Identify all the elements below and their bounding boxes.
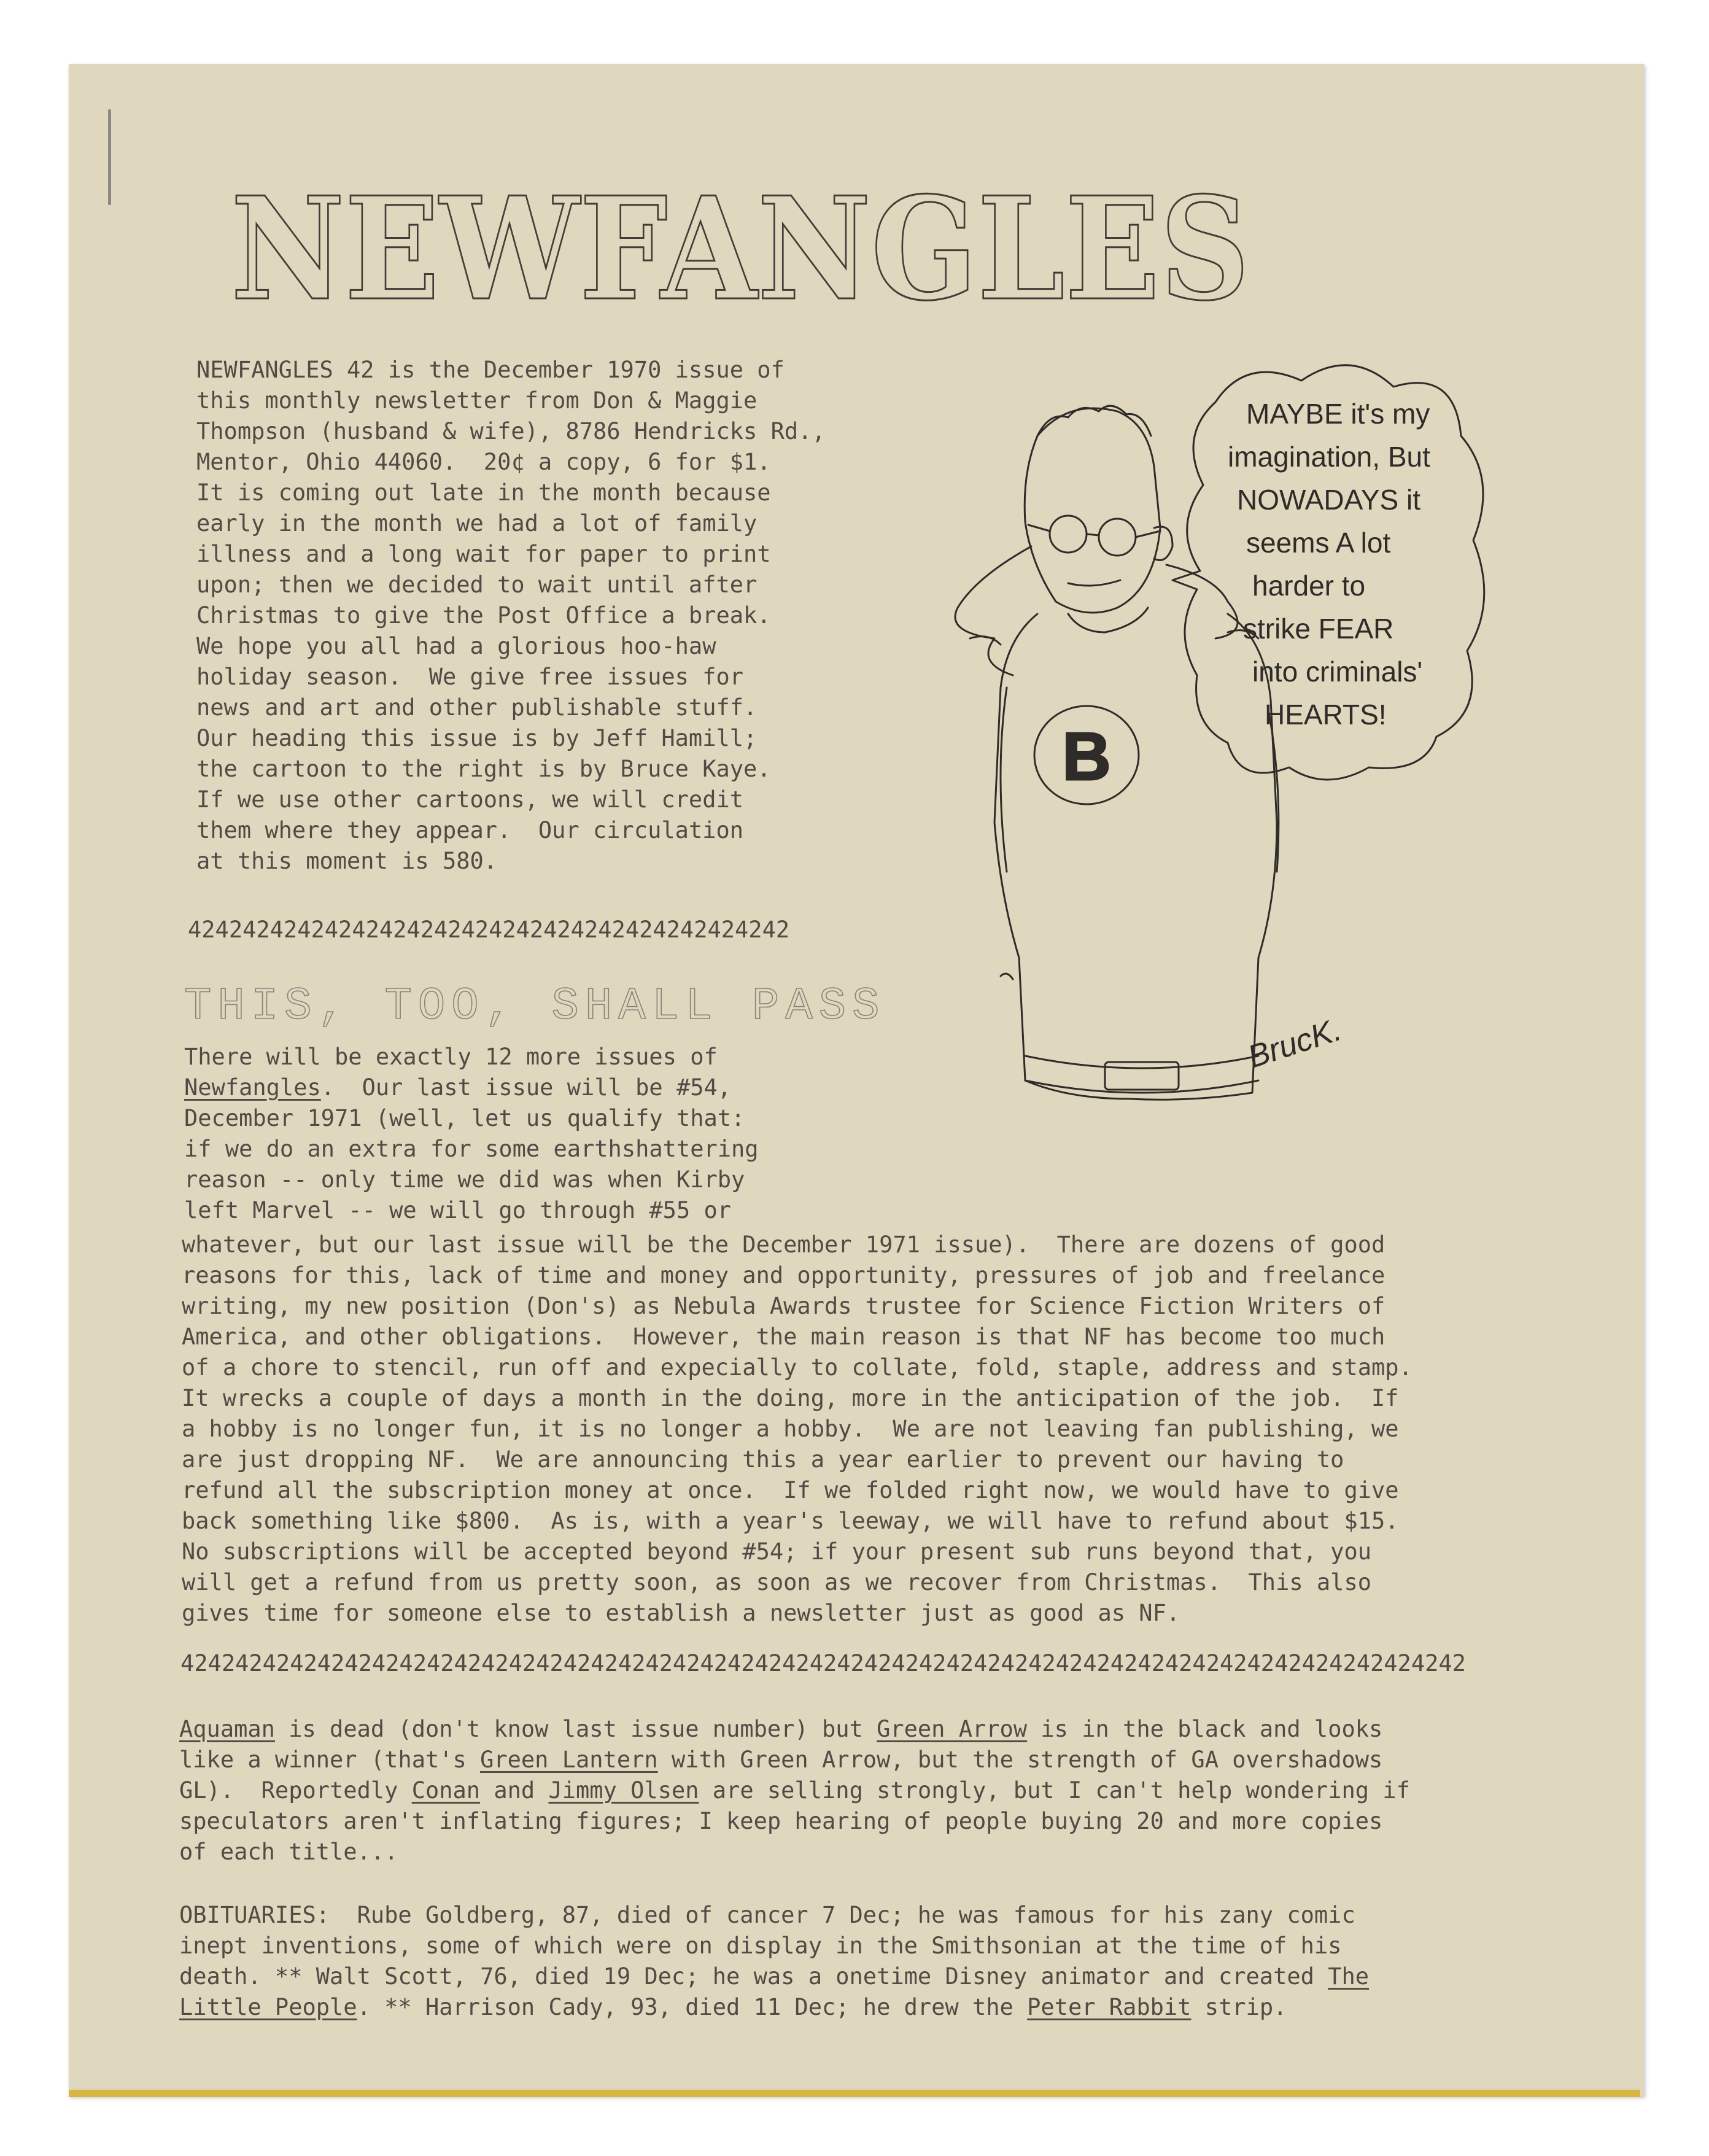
text-run: GL). Reportedly — [179, 1777, 412, 1804]
speech-bubble-line: imagination, But — [1228, 441, 1430, 473]
comics-news-line — [179, 1775, 1410, 1806]
section-narrow-paragraph — [184, 1042, 759, 1226]
section-line: No subscriptions will be accepted beyond #54; if your present sub runs beyond that, you — [182, 1538, 1372, 1565]
intro-line: Our heading this issue is by Jeff Hamill; — [196, 725, 758, 751]
text-run: and — [480, 1777, 549, 1804]
section-line: writing, my new position (Don's) as Nebula Awards trustee for Science Fiction Writers of — [182, 1293, 1385, 1319]
text-run: is dead (don't know last issue number) but — [274, 1716, 877, 1742]
intro-line: at this moment is 580. — [196, 848, 498, 874]
comics-news-paragraph — [179, 1714, 1410, 1867]
text-run: are selling strongly, but I can't help wondering if — [699, 1777, 1410, 1804]
text-run: is in the black and looks — [1027, 1716, 1383, 1742]
section-line: whatever, but our last issue will be the December 1971 issue). There are dozens of good — [182, 1231, 1385, 1258]
intro-line: If we use other cartoons, we will credit — [196, 786, 744, 813]
section-line — [184, 1195, 759, 1226]
section-line: It wrecks a couple of days a month in the doing, more in the anticipation of the job. If — [182, 1385, 1399, 1411]
section-line: of a chore to stencil, run off and expecially to collate, fold, staple, address and stamp. — [182, 1354, 1413, 1381]
underlined-title: Jimmy Olsen — [548, 1777, 699, 1804]
speech-bubble-line: strike FEAR — [1243, 613, 1394, 645]
text-run: speculators aren't inflating figures; I keep hearing of people buying 20 and more copies — [179, 1808, 1383, 1834]
text-run: left Marvel -- we will go through #55 or — [184, 1197, 732, 1223]
cartoon-illustration — [884, 344, 1559, 1203]
speech-bubble-line: HEARTS! — [1265, 699, 1387, 731]
speech-bubble-line: NOWADAYS it — [1237, 484, 1421, 516]
intro-paragraph — [196, 355, 826, 877]
section-line — [184, 1072, 759, 1103]
text-run: December 1971 (well, let us qualify that: — [184, 1105, 745, 1131]
section-line: refund all the subscription money at once. If we folded right now, we would have to give — [182, 1477, 1399, 1503]
comics-news-line — [179, 1806, 1410, 1837]
text-run: strip. — [1191, 1994, 1287, 2020]
text-run: reason -- only time we did was when Kirby — [184, 1166, 745, 1193]
underlined-title: Peter Rabbit — [1027, 1994, 1192, 2020]
comics-news-line — [179, 1837, 1410, 1867]
masthead-title — [219, 166, 1262, 332]
intro-line: the cartoon to the right is by Bruce Kaye. — [196, 756, 771, 782]
underlined-title: Little People — [179, 1994, 357, 2020]
text-run: of each title... — [179, 1839, 398, 1865]
artist-signature: BrucK. — [1243, 1012, 1346, 1076]
text-run: if we do an extra for some earthshattering — [184, 1136, 759, 1162]
obituaries-line — [179, 1931, 1369, 1961]
character-head — [1025, 408, 1160, 613]
underlined-title: Conan — [411, 1777, 481, 1804]
section-line: a hobby is no longer fun, it is no longer a hobby. We are not leaving fan publishing, we — [182, 1416, 1399, 1442]
intro-line: We hope you all had a glorious hoo-haw — [196, 633, 716, 659]
text-run: There will be exactly 12 more issues of — [184, 1044, 718, 1070]
obituaries-paragraph — [179, 1900, 1369, 2023]
intro-line: Christmas to give the Post Office a break. — [196, 602, 771, 629]
comics-news-line — [179, 1745, 1410, 1775]
text-run: . Our last issue will be #54, — [320, 1074, 732, 1101]
speech-bubble-line: seems A lot — [1246, 527, 1391, 559]
section-line — [184, 1134, 759, 1165]
intro-line: early in the month we had a lot of family — [196, 510, 758, 537]
underlined-title: Green Arrow — [877, 1716, 1028, 1742]
intro-line: NEWFANGLES 42 is the December 1970 issue of — [196, 357, 785, 383]
intro-line: illness and a long wait for paper to print — [196, 541, 771, 567]
section-line — [184, 1042, 759, 1072]
speech-bubble-line: harder to — [1252, 570, 1366, 602]
speech-bubble-line: MAYBE it's my — [1246, 398, 1430, 430]
text-run: . ** Harrison Cady, 93, died 11 Dec; he drew the — [357, 1994, 1028, 2020]
underlined-title: The — [1328, 1963, 1370, 1990]
intro-line: them where they appear. Our circulation — [196, 817, 744, 843]
text-run: inept inventions, some of which were on display in the Smithsonian at the time of his — [179, 1933, 1342, 1959]
separator-short: 42424242424242424242424242424242424242424242 — [188, 917, 790, 943]
section-line: gives time for someone else to establish a newsletter just as good as NF. — [182, 1600, 1180, 1626]
comics-news-line — [179, 1714, 1410, 1745]
intro-line: Thompson (husband & wife), 8786 Hendricks Rd., — [196, 418, 826, 444]
section-line — [184, 1165, 759, 1195]
obituaries-line — [179, 1961, 1369, 1992]
obituaries-line — [179, 1992, 1369, 2023]
page-edge — [69, 2090, 1640, 2097]
section-line — [184, 1103, 759, 1134]
text-run: like a winner (that's — [179, 1747, 481, 1773]
intro-line: holiday season. We give free issues for — [196, 664, 744, 690]
chest-emblem-letter: B — [1062, 719, 1111, 794]
obituaries-line — [179, 1900, 1369, 1931]
intro-line: It is coming out late in the month because — [196, 479, 771, 506]
intro-line: Mentor, Ohio 44060. 20¢ a copy, 6 for $1. — [196, 449, 771, 475]
section-line: are just dropping NF. We are announcing this a year earlier to prevent our having to — [182, 1446, 1344, 1473]
underlined-title: Aquaman — [179, 1716, 275, 1742]
character-cape — [955, 546, 1238, 675]
intro-line: this monthly newsletter from Don & Maggie — [196, 387, 758, 414]
text-run: with Green Arrow, but the strength of GA overshadows — [657, 1747, 1383, 1773]
intro-line: upon; then we decided to wait until after — [196, 572, 758, 598]
section-wide-paragraph — [182, 1230, 1413, 1629]
section-line: reasons for this, lack of time and money and opportunity, pressures of job and freelance — [182, 1262, 1385, 1289]
separator-long: 4242424242424242424242424242424242424242424242424242424242424242424242424242424242424242424242 — [180, 1650, 1466, 1677]
section-line: America, and other obligations. However, the main reason is that NF has become too much — [182, 1324, 1385, 1350]
underlined-title: Green Lantern — [480, 1747, 658, 1773]
newfangles-title-link: Newfangles — [184, 1074, 321, 1101]
text-run: death. ** Walt Scott, 76, died 19 Dec; he was a onetime Disney animator and created — [179, 1963, 1328, 1990]
section-heading: THIS, TOO, SHALL PASS — [184, 981, 886, 1033]
staple-mark — [108, 109, 111, 205]
section-line: will get a refund from us pretty soon, as soon as we recover from Christmas. This also — [182, 1569, 1372, 1596]
masthead-title-text: NEWFANGLES — [231, 166, 1250, 332]
intro-line: news and art and other publishable stuff. — [196, 694, 758, 721]
text-run: OBITUARIES: Rube Goldberg, 87, died of cancer 7 Dec; he was famous for his zany comic — [179, 1902, 1355, 1928]
character-body — [994, 614, 1277, 1099]
speech-bubble-line: into criminals' — [1252, 656, 1423, 688]
section-line: back something like $800. As is, with a year's leeway, we will have to refund about $15. — [182, 1508, 1399, 1534]
